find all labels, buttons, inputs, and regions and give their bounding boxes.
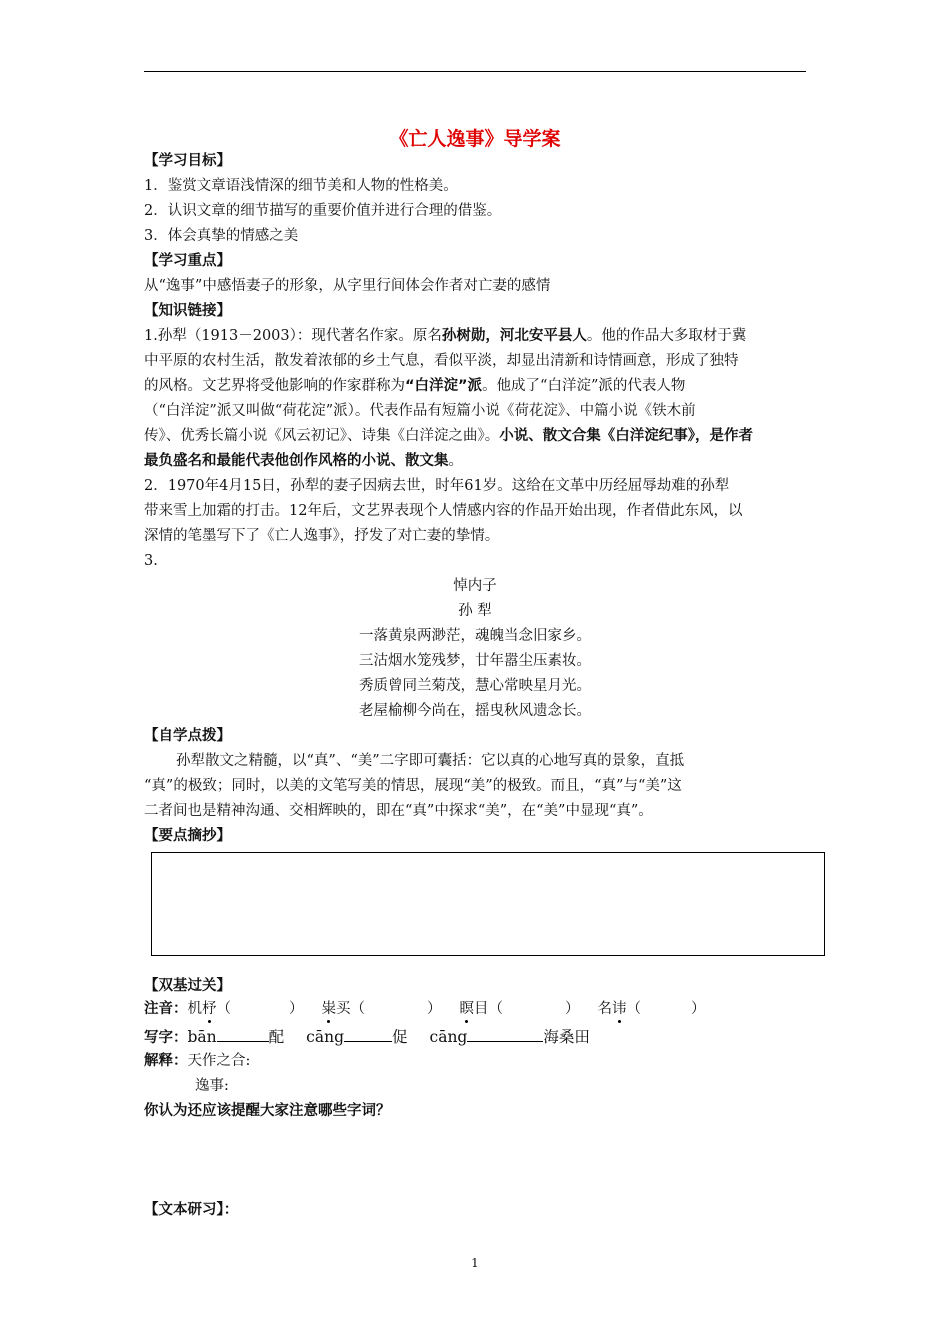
dotted-char: 粜 — [321, 1001, 336, 1017]
fill-blank[interactable] — [217, 1027, 269, 1042]
poem-title: 悼内子 — [453, 578, 497, 594]
question-text: 你认为还应该提醒大家注意哪些字词？ — [144, 1103, 391, 1119]
paren: ） — [691, 1001, 706, 1017]
poem-line: 一落黄泉两渺茫，魂魄当念旧家乡。 — [359, 628, 591, 644]
notes-box[interactable] — [151, 852, 825, 956]
knowledge-line: 深情的笔墨写下了《亡人逸事》，抒发了对亡妻的挚情。 — [144, 528, 500, 544]
paren: （ — [626, 1001, 641, 1017]
knowledge-line: 带来雪上加霜的打击。12年后，文艺界表现个人情感内容的作品开始出现，作者借此东风，以 — [144, 503, 743, 519]
section-head-focus: 【学习重点】 — [144, 253, 231, 269]
xiezi-label: 写字： — [144, 1030, 188, 1046]
self-study-line: 二者间也是精神沟通、交相辉映的，即在“真”中探求“美”，在“美”中显现“真”。 — [144, 803, 653, 819]
knowledge-line: 2．1970年4月15日，孙犁的妻子因病去世，时年61岁。这给在文革中历经屈辱劫难的孙犁 — [144, 478, 730, 494]
poem-author: 孙 犁 — [458, 603, 492, 619]
paren: （ — [216, 1001, 231, 1017]
dotted-char: 杼 — [202, 1001, 217, 1017]
knowledge-line — [144, 377, 685, 395]
text: 的风格。文艺界将受他影响的作家群称为 — [144, 378, 405, 394]
jieshi-label: 解释： — [144, 1053, 188, 1069]
zhuyin-label: 注音： — [144, 1001, 188, 1017]
jieshi-row — [144, 1052, 250, 1070]
text: 。他的作品大多取材于冀 — [586, 328, 747, 344]
paren: ） — [289, 1001, 304, 1017]
fill-blank[interactable] — [467, 1027, 543, 1042]
poem-line: 老屋榆柳今尚在，摇曳秋风遗念长。 — [359, 703, 591, 719]
text: 传》、优秀长篇小说《风云初记》、诗集《白洋淀之曲》。 — [144, 428, 500, 444]
text: 。 — [448, 453, 463, 469]
dotted-char: 瞑 — [459, 1001, 474, 1017]
term: 逸事: — [195, 1078, 229, 1094]
word: 促 — [392, 1028, 408, 1046]
poem-line: 秀质曾同兰菊茂，慧心常映星月光。 — [359, 678, 591, 694]
section-head-self-study: 【自学点拨】 — [144, 728, 231, 744]
poem-line: 三沽烟水笼残梦，廿年嚣尘压素妆。 — [359, 653, 591, 669]
paren: ） — [565, 1001, 580, 1017]
bold-text: 最负盛名和最能代表他创作风格的小说、散文集 — [144, 453, 449, 469]
section-head-knowledge: 【知识链接】 — [144, 303, 231, 319]
self-study-line: “真”的极致；同时，以美的文笔写美的情思，展现“美”的极致。而且，“真”与“美”这 — [144, 778, 682, 794]
section-head-text-study: 【文本研习】： — [144, 1202, 239, 1218]
pinyin: cāng — [429, 1028, 468, 1046]
word: 买（ — [336, 1001, 365, 1017]
term: 天作之合: — [187, 1053, 251, 1069]
pinyin: bān — [187, 1028, 217, 1046]
word: 名 — [597, 1001, 612, 1017]
pinyin: cāng — [306, 1028, 344, 1046]
word: 目（ — [474, 1001, 503, 1017]
goal-item: 2．认识文章的细节描写的重要价值并进行合理的借鉴。 — [144, 203, 502, 219]
dotted-char: 讳 — [612, 1001, 627, 1017]
xiezi-row — [144, 1027, 590, 1047]
bold-text: 孙树勋，河北安平县人 — [441, 328, 587, 344]
goal-item: 1．鉴赏文章语浅情深的细节美和人物的性格美。 — [144, 178, 458, 194]
word: 机 — [187, 1001, 202, 1017]
knowledge-line: 3. — [144, 553, 158, 569]
knowledge-line — [144, 327, 746, 345]
knowledge-line: （“白洋淀”派又叫做“荷花淀”派）。代表作品有短篇小说《荷花淀》、中篇小说《铁木前 — [144, 403, 696, 419]
word: 配 — [268, 1028, 285, 1046]
knowledge-line: 中平原的农村生活，散发着浓郁的乡土气息，看似平淡，却显出清新和诗情画意，形成了独特 — [144, 353, 739, 369]
section-head-basics: 【双基过关】 — [144, 978, 231, 994]
bold-text: 小说、散文合集《白洋淀纪事》，是作者 — [499, 428, 753, 444]
zhuyin-row — [144, 1000, 706, 1018]
page-title: 《亡人逸事》导学案 — [389, 128, 561, 150]
header-rule — [144, 71, 806, 72]
self-study-line: 孙犁散文之精髓，以“真”、“美”二字即可囊括：它以真的心地写真的景象，直抵 — [176, 753, 685, 769]
section-head-notes: 【要点摘抄】 — [144, 828, 231, 844]
focus-text: 从“逸事”中感悟妻子的形象，从字里行间体会作者对亡妻的感情 — [144, 278, 551, 294]
word: 海桑田 — [543, 1028, 590, 1046]
page-number: 1 — [471, 1256, 479, 1270]
fill-blank[interactable] — [344, 1027, 392, 1042]
text: 。他成了“白洋淀”派的代表人物 — [482, 378, 686, 394]
section-head-goals: 【学习目标】 — [144, 153, 231, 169]
bold-text: “白洋淀”派 — [405, 378, 483, 394]
goal-item: 3．体会真挚的情感之美 — [144, 228, 299, 244]
knowledge-line — [144, 452, 463, 470]
knowledge-line — [144, 427, 753, 445]
paren: ） — [427, 1001, 442, 1017]
text: 1.孙犁（1913－2003）：现代著名作家。原名 — [144, 328, 442, 344]
